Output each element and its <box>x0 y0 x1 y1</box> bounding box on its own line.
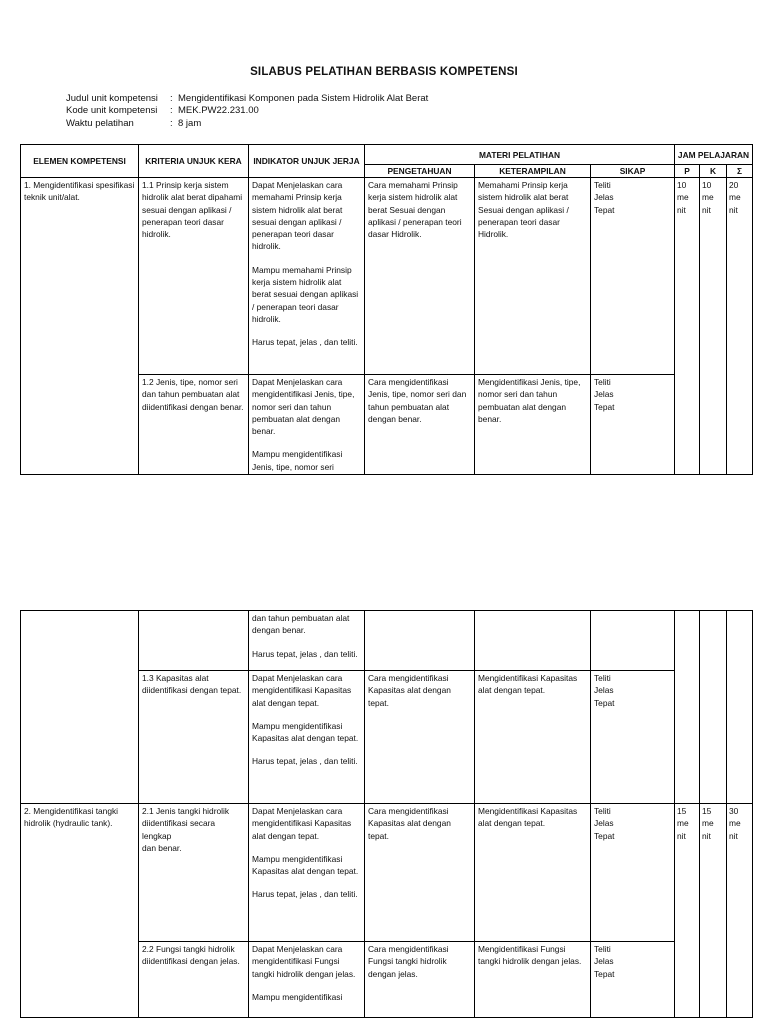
header-indikator: INDIKATOR UNJUK JERJA <box>249 145 365 178</box>
jam-sigma-cell: 20 me nit <box>727 178 753 475</box>
jam-p-cell: 10 me nit <box>675 178 700 475</box>
jam-k-cell: 15 me nit <box>700 804 727 1018</box>
colon: : <box>170 117 173 129</box>
colon: : <box>170 93 173 104</box>
indikator-cell: Dapat Menjelaskan cara mengidentifikasi Fungsi tangki hidrolik dengan jelas. Mampu mengidentifikasi <box>249 942 365 1018</box>
jam-sigma-cell: 30 me nit <box>727 804 753 1018</box>
pengetahuan-cell: Cara mengidentifikasi Kapasitas alat dengan tepat. <box>365 671 475 804</box>
kriteria-cell: 1.1 Prinsip kerja sistem hidrolik alat berat dipahami sesuai dengan aplikasi / penerapan teori dasar hidrolik. <box>139 178 249 375</box>
pengetahuan-cell <box>365 611 475 671</box>
kriteria-cell: 2.1 Jenis tangki hidrolik diidentifikasi secara lengkap dan benar. <box>139 804 249 942</box>
unit-code-row <box>66 105 428 117</box>
unit-title-value: Mengidentifikasi Komponen pada Sistem Hidrolik Alat Berat <box>178 93 429 104</box>
syllabus-table-page-2 <box>20 610 753 1018</box>
sikap-cell: Teliti Jelas Tepat <box>591 804 675 942</box>
unit-code-label: Kode unit kompetensi <box>66 105 158 117</box>
sikap-cell: Teliti Jelas Tepat <box>591 178 675 375</box>
training-time-label: Waktu pelatihan <box>66 117 134 129</box>
jam-sigma-cell <box>727 611 753 804</box>
header-materi: MATERI PELATIHAN <box>365 145 675 165</box>
indikator-cell: Dapat Menjelaskan cara mengidentifikasi Jenis, tipe, nomor seri dan tahun pembuatan alat dengan benar. Mampu mengidentifikasi Jenis, tipe, nomor seri <box>249 375 365 475</box>
unit-title-label: Judul unit kompetensi <box>66 93 158 104</box>
pengetahuan-cell: Cara memahami Prinsip kerja sistem hidrolik alat berat Sesuai dengan aplikasi / penerapan teori dasar Hidrolik. <box>365 178 475 375</box>
keterampilan-cell <box>475 611 591 671</box>
jam-k-cell <box>700 611 727 804</box>
header-jam: JAM PELAJARAN <box>675 145 753 165</box>
jam-k-cell: 10 me nit <box>700 178 727 475</box>
indikator-cell: Dapat Menjelaskan cara mengidentifikasi Kapasitas alat dengan tepat. Mampu mengidentifikasi Kapasitas alat dengan tepat. Harus tepat, jelas , dan teliti. <box>249 671 365 804</box>
header-elemen: ELEMEN KOMPETENSI <box>21 145 139 178</box>
keterampilan-cell: Mengidentifikasi Fungsi tangki hidrolik dengan jelas. <box>475 942 591 1018</box>
sikap-cell: Teliti Jelas Tepat <box>591 671 675 804</box>
elemen-cell: 1. Mengidentifikasi spesifikasi teknik unit/alat. <box>21 178 139 475</box>
pengetahuan-cell: Cara mengidentifikasi Jenis, tipe, nomor seri dan tahun pembuatan alat dengan benar. <box>365 375 475 475</box>
indikator-cell: Dapat Menjelaskan cara mengidentifikasi Kapasitas alat dengan tepat. Mampu mengidentifikasi Kapasitas alat dengan tepat. Harus tepat, jelas , dan teliti. <box>249 804 365 942</box>
training-time-row <box>66 118 428 130</box>
header-pengetahuan: PENGETAHUAN <box>365 165 475 178</box>
sikap-cell <box>591 611 675 671</box>
pengetahuan-cell: Cara mengidentifikasi Fungsi tangki hidrolik dengan jelas. <box>365 942 475 1018</box>
training-time-value: 8 jam <box>178 117 202 129</box>
syllabus-table-page-1 <box>20 144 753 475</box>
unit-title-row <box>66 93 428 105</box>
kriteria-cell: 2.2 Fungsi tangki hidrolik diidentifikasi dengan jelas. <box>139 942 249 1018</box>
jam-p-cell: 15 me nit <box>675 804 700 1018</box>
header-sigma: Σ <box>727 165 753 178</box>
header-p: P <box>675 165 700 178</box>
pengetahuan-cell: Cara mengidentifikasi Kapasitas alat dengan tepat. <box>365 804 475 942</box>
unit-info <box>66 93 428 130</box>
keterampilan-cell: Mengidentifikasi Jenis, tipe, nomor seri dan tahun pembuatan alat dengan benar. <box>475 375 591 475</box>
keterampilan-cell: Mengidentifikasi Kapasitas alat dengan tepat. <box>475 671 591 804</box>
indikator-cell: Dapat Menjelaskan cara memahami Prinsip kerja sistem hidrolik alat berat sesuai dengan aplikasi / penerapan teori dasar hidrolik. Mampu memahami Prinsip kerja sistem hidrolik alat berat sesuai dengan aplikasi / penerapan teori dasar hidrolik. Harus tepat, jelas , dan teliti. <box>249 178 365 375</box>
table-row <box>21 178 753 375</box>
kriteria-cell: 1.2 Jenis, tipe, nomor seri dan tahun pembuatan alat diidentifikasi dengan benar. <box>139 375 249 475</box>
unit-code-value: MEK.PW22.231.00 <box>178 105 259 117</box>
jam-p-cell <box>675 611 700 804</box>
header-keterampilan: KETERAMPILAN <box>475 165 591 178</box>
header-sikap: SIKAP <box>591 165 675 178</box>
elemen-cell <box>21 611 139 804</box>
indikator-cell: dan tahun pembuatan alat dengan benar. Harus tepat, jelas , dan teliti. <box>249 611 365 671</box>
keterampilan-cell: Memahami Prinsip kerja sistem hidrolik alat berat Sesuai dengan aplikasi / penerapan teori dasar Hidrolik. <box>475 178 591 375</box>
elemen-cell: 2. Mengidentifikasi tangki hidrolik (hydraulic tank). <box>21 804 139 1018</box>
table-row <box>21 611 753 671</box>
table-row <box>21 804 753 942</box>
sikap-cell: Teliti Jelas Tepat <box>591 375 675 475</box>
header-kriteria: KRITERIA UNJUK KERA <box>139 145 249 178</box>
kriteria-cell <box>139 611 249 671</box>
kriteria-cell: 1.3 Kapasitas alat diidentifikasi dengan tepat. <box>139 671 249 804</box>
sikap-cell: Teliti Jelas Tepat <box>591 942 675 1018</box>
keterampilan-cell: Mengidentifikasi Kapasitas alat dengan tepat. <box>475 804 591 942</box>
page-title: SILABUS PELATIHAN BERBASIS KOMPETENSI <box>250 66 518 78</box>
header-k: K <box>700 165 727 178</box>
colon: : <box>170 105 173 117</box>
